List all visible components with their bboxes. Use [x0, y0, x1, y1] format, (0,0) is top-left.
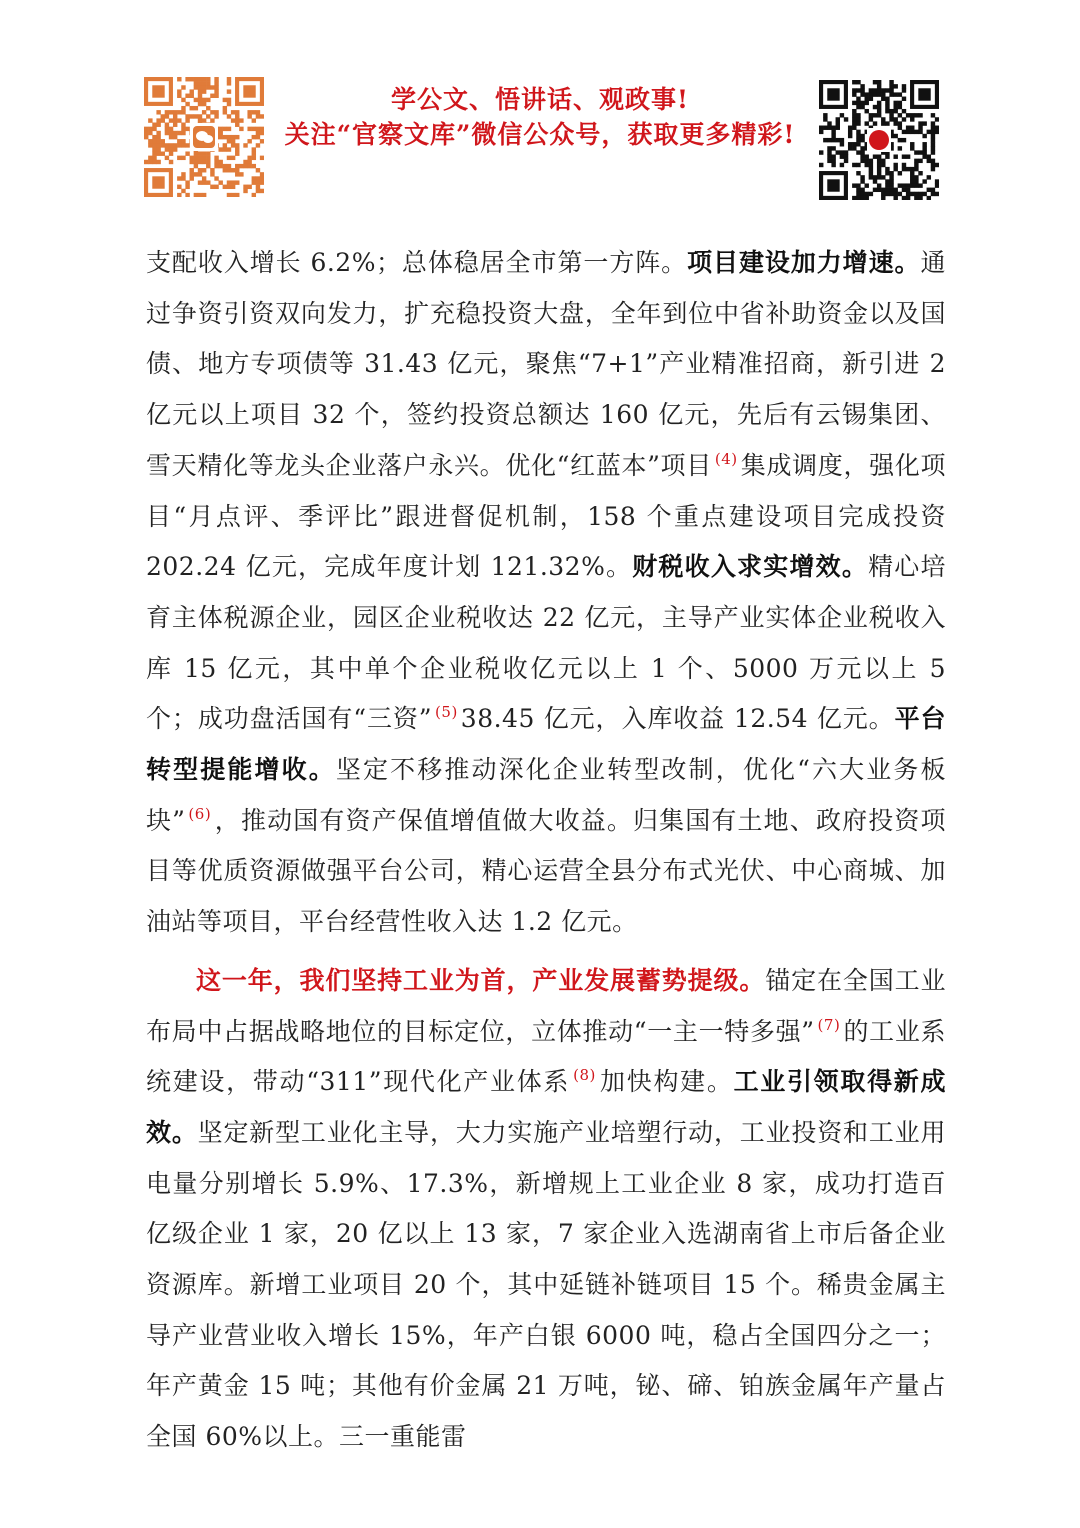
subheading-project-construction: 项目建设加力增速。 [687, 248, 921, 277]
text-segment: 锚定在全国工业布局中占据战略地位的目标定位，立体推动“一主一特多强” [146, 965, 946, 1046]
text-segment: ，推动国有资产保值增值做大收益。归集国有土地、政府投资项目等优质资源做强平台公司，精心运营全县分布式光伏、中心商城、加油站等项目，平台经营性收入达 1.2 亿元。 [146, 805, 946, 937]
text-segment: 加快构建。 [598, 1067, 734, 1097]
qr-code-left-icon [144, 77, 264, 197]
subheading-industrial-leadership: 工业引领取得新成效。 [146, 1067, 946, 1147]
qr-code-left [144, 77, 264, 197]
qr-code-right [819, 80, 939, 200]
subheading-fiscal-revenue: 财税收入求实增效。 [632, 552, 869, 582]
text-segment: 集成调度，强化项目“月点评、季评比”跟进督促机制，158 个重点建设项目完成投资 202.24 亿元，完成年度计划 121.32%。 [146, 450, 946, 582]
text-segment: 38.45 亿元，入库收益 12.54 亿元。 [460, 704, 895, 734]
text-segment: 的工业系统建设，带动“311”现代化产业体系 [146, 1016, 946, 1097]
text-segment: 精心培育主体税源企业，园区企业税收达 22 亿元，主导产业实体企业税收入库 15 亿元，其中单个企业税收亿元以上 1 个、5000 万元以上 5 个；成功盘活国有“三资” [146, 552, 946, 734]
footnote-marker-7[interactable]: (7) [817, 1015, 841, 1034]
text-segment: 支配收入增长 6.2%；总体稳居全市第一方阵。 [146, 248, 688, 277]
qr-code-right-icon [819, 80, 939, 200]
paragraph-finance [146, 238, 946, 948]
footnote-marker-6[interactable]: (6) [188, 804, 212, 823]
slogan-line-1: 学公文、悟讲话、观政事! [391, 85, 689, 114]
text-segment: 通过争资引资双向发力，扩充稳投资大盘，全年到位中省补助资金以及国债、地方专项债等 31.43 亿元，聚焦“7+1”产业精准招商，新引进 2 亿元以上项目 32 个，签约投资总额达 160 亿元，先后有云锡集团、雪天精化等龙头企业落户永兴。优化“红蓝本”项目 [146, 248, 946, 480]
text-segment: 坚定新型工业化主导，大力实施产业培塑行动，工业投资和工业用电量分别增长 5.9%、17.3%，新增规上工业企业 8 家，成功打造百亿级企业 1 家，20 亿以上 13 家，7 家企业入选湖南省上市后备企业资源库。新增工业项目 20 个，其中延链补链项目 15 个。稀贵金属主导产业营业收入增长 15%，年产白银 6000 吨，稳占全国四分之一；年产黄金 15 吨；其他有价金属 21 万吨，铋、碲、铂族金属年产量占全国 60%以上。三一重能雷 [146, 1117, 946, 1452]
slogan-line-2: 关注“官察文库”微信公众号，获取更多精彩! [284, 120, 796, 149]
text-segment: 坚定不移推动深化企业转型改制，优化“六大业务板块” [146, 755, 946, 835]
subheading-platform-transformation: 平台转型提能增收。 [146, 704, 946, 785]
footnote-marker-4[interactable]: (4) [714, 449, 738, 468]
footnote-marker-5[interactable]: (5) [435, 703, 458, 722]
document-body [146, 238, 946, 1463]
section-lead-industry: 这一年，我们坚持工业为首，产业发展蓄势提级。 [196, 965, 766, 995]
paragraph-industry [146, 956, 946, 1463]
footnote-marker-8[interactable]: (8) [573, 1066, 596, 1085]
